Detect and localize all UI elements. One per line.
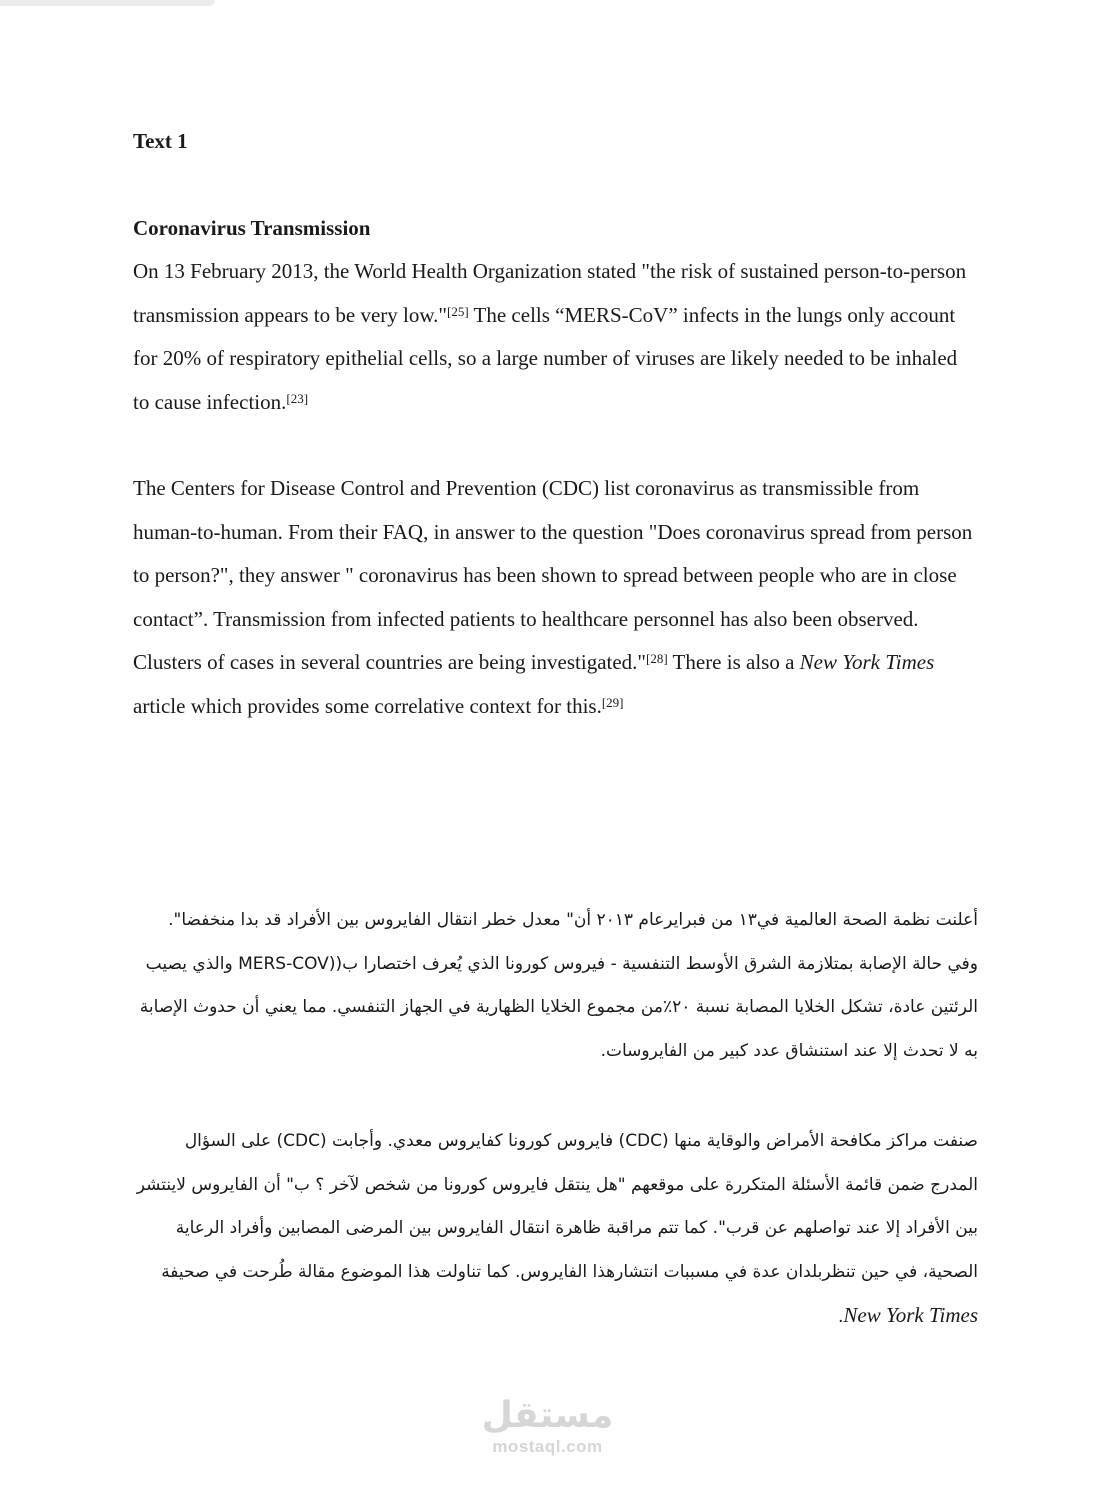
arabic-paragraph-1: أعلنت نظمة الصحة العالمية في١٣ من فبرايرعام ٢٠١٣ أن" معدل خطر انتقال الفايروس بين الأفراد قد بدا منخفضا". وفي حالة الإصابة بمتلازمة الشرق الأوسط التنفسية - فيروس كورونا الذي يُعرف اختصارا ب((MERS-COV والذي يصيب الرئتين عادة، تشكل الخلايا المصابة نسبة ٢٠٪من مجموع الخلايا الظهارية في الجهاز التنفسي. مما يعني أن حدوث الإصابة به لا تحدث إلا عند استنشاق عدد كبير من الفايروسات. [139,910,978,1061]
watermark-arabic: مستقل [481,1395,614,1436]
watermark-latin: mostaql.com [492,1437,603,1456]
arabic-paragraph-2: صنفت مراكز مكافحة الأمراض والوقاية منها (CDC) فايروس كورونا كفايروس معدي. وأجابت (CDC) على السؤال المدرج ضمن قائمة الأسئلة المتكررة على موقعهم "هل ينتقل فايروس كورونا من شخص لآخر ؟ ب" أن الفايروس لاينتشر بين الأفراد إلا عند تواصلهم عن قرب". كما تتم مراقبة ظاهرة انتقال الفايروس بين المرضى المصابين وأفراد الرعاية الصحية، في حين تنظربلدان عدة في مسببات انتشارهذا الفايروس. كما تناولت هذا الموضوع مقالة طُرحت في صحيفة New York Times. [136,1131,978,1327]
citation-ref: [28] [646,651,668,666]
document-title: Coronavirus Transmission [133,216,371,240]
english-paragraph-2: The Centers for Disease Control and Prevention (CDC) list coronavirus as transmissible from human-to-human. From their FAQ, in answer to the question "Does coronavirus spread from person to person?", they answer " coronavirus has been shown to spread between people who are in close contact”. Transmission from infected patients to healthcare personnel has also been observed. Clusters of cases in several countries are being investigated."[28] There is also a New York Times article which provides some correlative context for this.[29] [133,476,973,718]
mostaql-watermark [480,1395,615,1457]
text-label: Text 1 [133,129,188,153]
citation-ref: [23] [286,390,309,406]
english-paragraph-1: On 13 February 2013, the World Health Organization stated "the risk of sustained person-to-person transmission appears to be very low."[25] The cells “MERS-CoV” infects in the lungs only account for 20% of respiratory epithelial cells, so a large number of viruses are likely needed to be inhaled to cause infection.[23] [133,259,967,414]
citation-ref: [29] [601,694,624,710]
newspaper-name: New York Times [843,1303,978,1327]
newspaper-name: New York Times [799,650,935,674]
citation-ref: [25] [446,303,469,319]
top-bar [0,0,215,6]
